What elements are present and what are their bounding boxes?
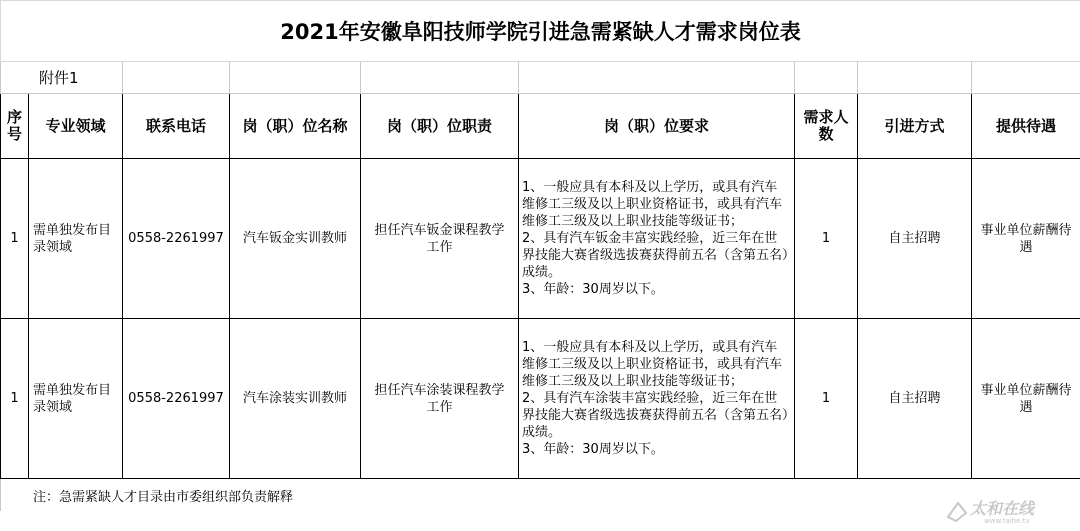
requirement-line: 2、具有汽车涂装丰富实践经验，近三年在世界技能大赛省级选拔赛获得前五名（含第五名）成绩。 [522, 391, 789, 440]
row-count: 1 [795, 319, 858, 479]
empty-cell [230, 62, 361, 94]
requirement-line: 2、具有汽车钣金丰富实践经验，近三年在世界技能大赛省级选拔赛获得前五名（含第五名）成绩。 [522, 231, 789, 280]
header-seq: 序号 [1, 94, 29, 159]
empty-cell [858, 62, 972, 94]
header-count: 需求人数 [795, 94, 858, 159]
row-field: 需单独发布目录领域 [29, 319, 123, 479]
watermark-name: 太和在线 [970, 499, 1035, 518]
title-row [1, 1, 1080, 62]
note-row [1, 479, 1080, 512]
header-benefit: 提供待遇 [972, 94, 1080, 159]
header-method: 引进方式 [858, 94, 972, 159]
row-field: 需单独发布目录领域 [29, 159, 123, 319]
table-row [1, 159, 1080, 319]
attachment-row [1, 62, 1080, 94]
table-row [1, 319, 1080, 479]
footnote: 注：急需紧缺人才目录由市委组织部负责解释 [1, 479, 1080, 512]
requirement-line: 3、年龄：30周岁以下。 [522, 442, 664, 457]
row-requirements [519, 319, 795, 479]
empty-cell [795, 62, 858, 94]
header-position: 岗（职）位名称 [230, 94, 361, 159]
header-phone: 联系电话 [123, 94, 230, 159]
requirement-line: 1、一般应具有本科及以上学历，或具有汽车维修工三级及以上职业资格证书，或具有汽车维修工三级及以上职业技能等级证书； [522, 180, 783, 229]
watermark-url: www.taihe.tv [984, 517, 1030, 525]
empty-cell [123, 62, 230, 94]
row-count: 1 [795, 159, 858, 319]
page-title: 2021年安徽阜阳技师学院引进急需紧缺人才需求岗位表 [1, 1, 1080, 62]
row-benefit: 事业单位薪酬待遇 [972, 159, 1080, 319]
empty-cell [519, 62, 795, 94]
attachment-label: 附件1 [1, 62, 123, 94]
watermark-logo [944, 497, 1074, 525]
row-phone: 0558-2261997 [123, 159, 230, 319]
empty-cell [972, 62, 1080, 94]
header-requirements: 岗（职）位要求 [519, 94, 795, 159]
row-method: 自主招聘 [858, 159, 972, 319]
empty-cell [361, 62, 519, 94]
row-benefit: 事业单位薪酬待遇 [972, 319, 1080, 479]
row-phone: 0558-2261997 [123, 319, 230, 479]
row-seq: 1 [1, 159, 29, 319]
row-duty: 担任汽车涂装课程教学工作 [361, 319, 519, 479]
watermark-logo-icon [944, 497, 1074, 525]
row-position: 汽车钣金实训教师 [230, 159, 361, 319]
row-position: 汽车涂装实训教师 [230, 319, 361, 479]
row-duty: 担任汽车钣金课程教学工作 [361, 159, 519, 319]
requirement-line: 1、一般应具有本科及以上学历，或具有汽车维修工三级及以上职业资格证书，或具有汽车维修工三级及以上职业技能等级证书； [522, 340, 783, 389]
header-duty: 岗（职）位职责 [361, 94, 519, 159]
row-method: 自主招聘 [858, 319, 972, 479]
header-field: 专业领域 [29, 94, 123, 159]
row-requirements [519, 159, 795, 319]
requirement-line: 3、年龄：30周岁以下。 [522, 282, 664, 297]
header-row [1, 94, 1080, 159]
row-seq: 1 [1, 319, 29, 479]
